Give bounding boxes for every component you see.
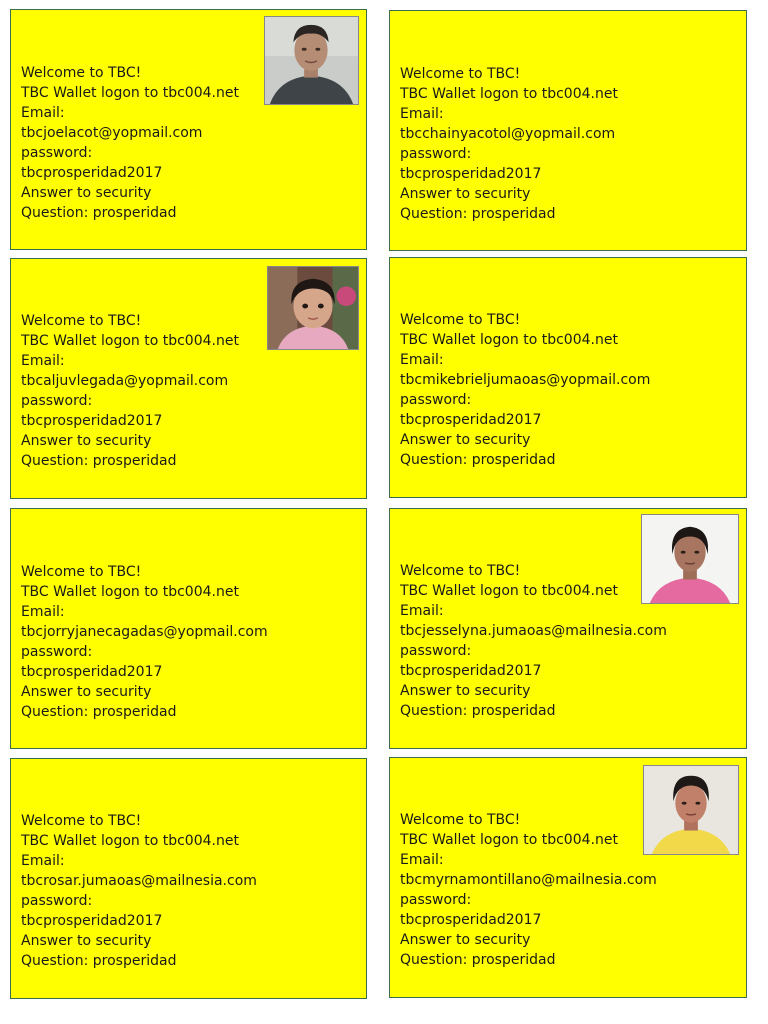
email-value: tbcjorryjanecagadas@yopmail.com bbox=[21, 624, 268, 640]
security-label: Answer to security bbox=[400, 186, 531, 202]
password-label: password: bbox=[21, 893, 93, 909]
security-question: Question: prosperidad bbox=[21, 953, 177, 969]
member-photo bbox=[264, 16, 359, 105]
member-photo bbox=[641, 514, 739, 604]
password-label: password: bbox=[21, 145, 93, 161]
logon-text: TBC Wallet logon to tbc004.net bbox=[21, 333, 239, 349]
email-value: tbcmyrnamontillano@mailnesia.com bbox=[400, 872, 657, 888]
password-label: password: bbox=[400, 643, 472, 659]
welcome-text: Welcome to TBC! bbox=[400, 66, 521, 82]
login-card-4 bbox=[389, 257, 747, 498]
logon-text: TBC Wallet logon to tbc004.net bbox=[400, 583, 618, 599]
password-label: password: bbox=[400, 146, 472, 162]
security-label: Answer to security bbox=[400, 683, 531, 699]
welcome-text: Welcome to TBC! bbox=[400, 563, 521, 579]
security-label: Answer to security bbox=[21, 433, 152, 449]
email-label: Email: bbox=[400, 852, 444, 868]
password-value: tbcprosperidad2017 bbox=[400, 412, 542, 428]
email-value: tbcjoelacot@yopmail.com bbox=[21, 125, 203, 141]
password-label: password: bbox=[21, 644, 93, 660]
email-label: Email: bbox=[400, 603, 444, 619]
welcome-text: Welcome to TBC! bbox=[21, 564, 142, 580]
security-label: Answer to security bbox=[400, 932, 531, 948]
email-label: Email: bbox=[400, 352, 444, 368]
password-value: tbcprosperidad2017 bbox=[21, 165, 163, 181]
logon-text: TBC Wallet logon to tbc004.net bbox=[400, 832, 618, 848]
email-value: tbcmikebrieljumaoas@yopmail.com bbox=[400, 372, 651, 388]
email-value: tbcchainyacotol@yopmail.com bbox=[400, 126, 616, 142]
password-value: tbcprosperidad2017 bbox=[400, 166, 542, 182]
login-card-1 bbox=[10, 9, 367, 250]
password-label: password: bbox=[21, 393, 93, 409]
security-question: Question: prosperidad bbox=[400, 952, 556, 968]
member-photo bbox=[643, 765, 739, 855]
password-value: tbcprosperidad2017 bbox=[21, 413, 163, 429]
security-label: Answer to security bbox=[21, 933, 152, 949]
login-card-8 bbox=[389, 757, 747, 998]
password-label: password: bbox=[400, 892, 472, 908]
security-question: Question: prosperidad bbox=[400, 206, 556, 222]
email-value: tbcaljuvlegada@yopmail.com bbox=[21, 373, 229, 389]
welcome-text: Welcome to TBC! bbox=[21, 313, 142, 329]
email-label: Email: bbox=[21, 353, 65, 369]
security-question: Question: prosperidad bbox=[21, 205, 177, 221]
email-label: Email: bbox=[21, 604, 65, 620]
password-value: tbcprosperidad2017 bbox=[400, 663, 542, 679]
login-card-7 bbox=[10, 758, 367, 999]
logon-text: TBC Wallet logon to tbc004.net bbox=[21, 584, 239, 600]
logon-text: TBC Wallet logon to tbc004.net bbox=[400, 86, 618, 102]
login-card-2 bbox=[389, 10, 747, 251]
email-label: Email: bbox=[21, 853, 65, 869]
welcome-text: Welcome to TBC! bbox=[21, 65, 142, 81]
welcome-text: Welcome to TBC! bbox=[21, 813, 142, 829]
password-value: tbcprosperidad2017 bbox=[400, 912, 542, 928]
security-question: Question: prosperidad bbox=[400, 452, 556, 468]
login-card-6 bbox=[389, 508, 747, 749]
member-photo bbox=[267, 266, 359, 350]
security-label: Answer to security bbox=[21, 684, 152, 700]
email-label: Email: bbox=[400, 106, 444, 122]
logon-text: TBC Wallet logon to tbc004.net bbox=[21, 85, 239, 101]
security-question: Question: prosperidad bbox=[400, 703, 556, 719]
logon-text: TBC Wallet logon to tbc004.net bbox=[400, 332, 618, 348]
password-value: tbcprosperidad2017 bbox=[21, 913, 163, 929]
email-label: Email: bbox=[21, 105, 65, 121]
login-card-5 bbox=[10, 508, 367, 749]
logon-text: TBC Wallet logon to tbc004.net bbox=[21, 833, 239, 849]
email-value: tbcrosar.jumaoas@mailnesia.com bbox=[21, 873, 257, 889]
welcome-text: Welcome to TBC! bbox=[400, 312, 521, 328]
password-label: password: bbox=[400, 392, 472, 408]
security-question: Question: prosperidad bbox=[21, 704, 177, 720]
email-value: tbcjesselyna.jumaoas@mailnesia.com bbox=[400, 623, 667, 639]
security-question: Question: prosperidad bbox=[21, 453, 177, 469]
security-label: Answer to security bbox=[400, 432, 531, 448]
login-card-3 bbox=[10, 258, 367, 499]
welcome-text: Welcome to TBC! bbox=[400, 812, 521, 828]
security-label: Answer to security bbox=[21, 185, 152, 201]
password-value: tbcprosperidad2017 bbox=[21, 664, 163, 680]
